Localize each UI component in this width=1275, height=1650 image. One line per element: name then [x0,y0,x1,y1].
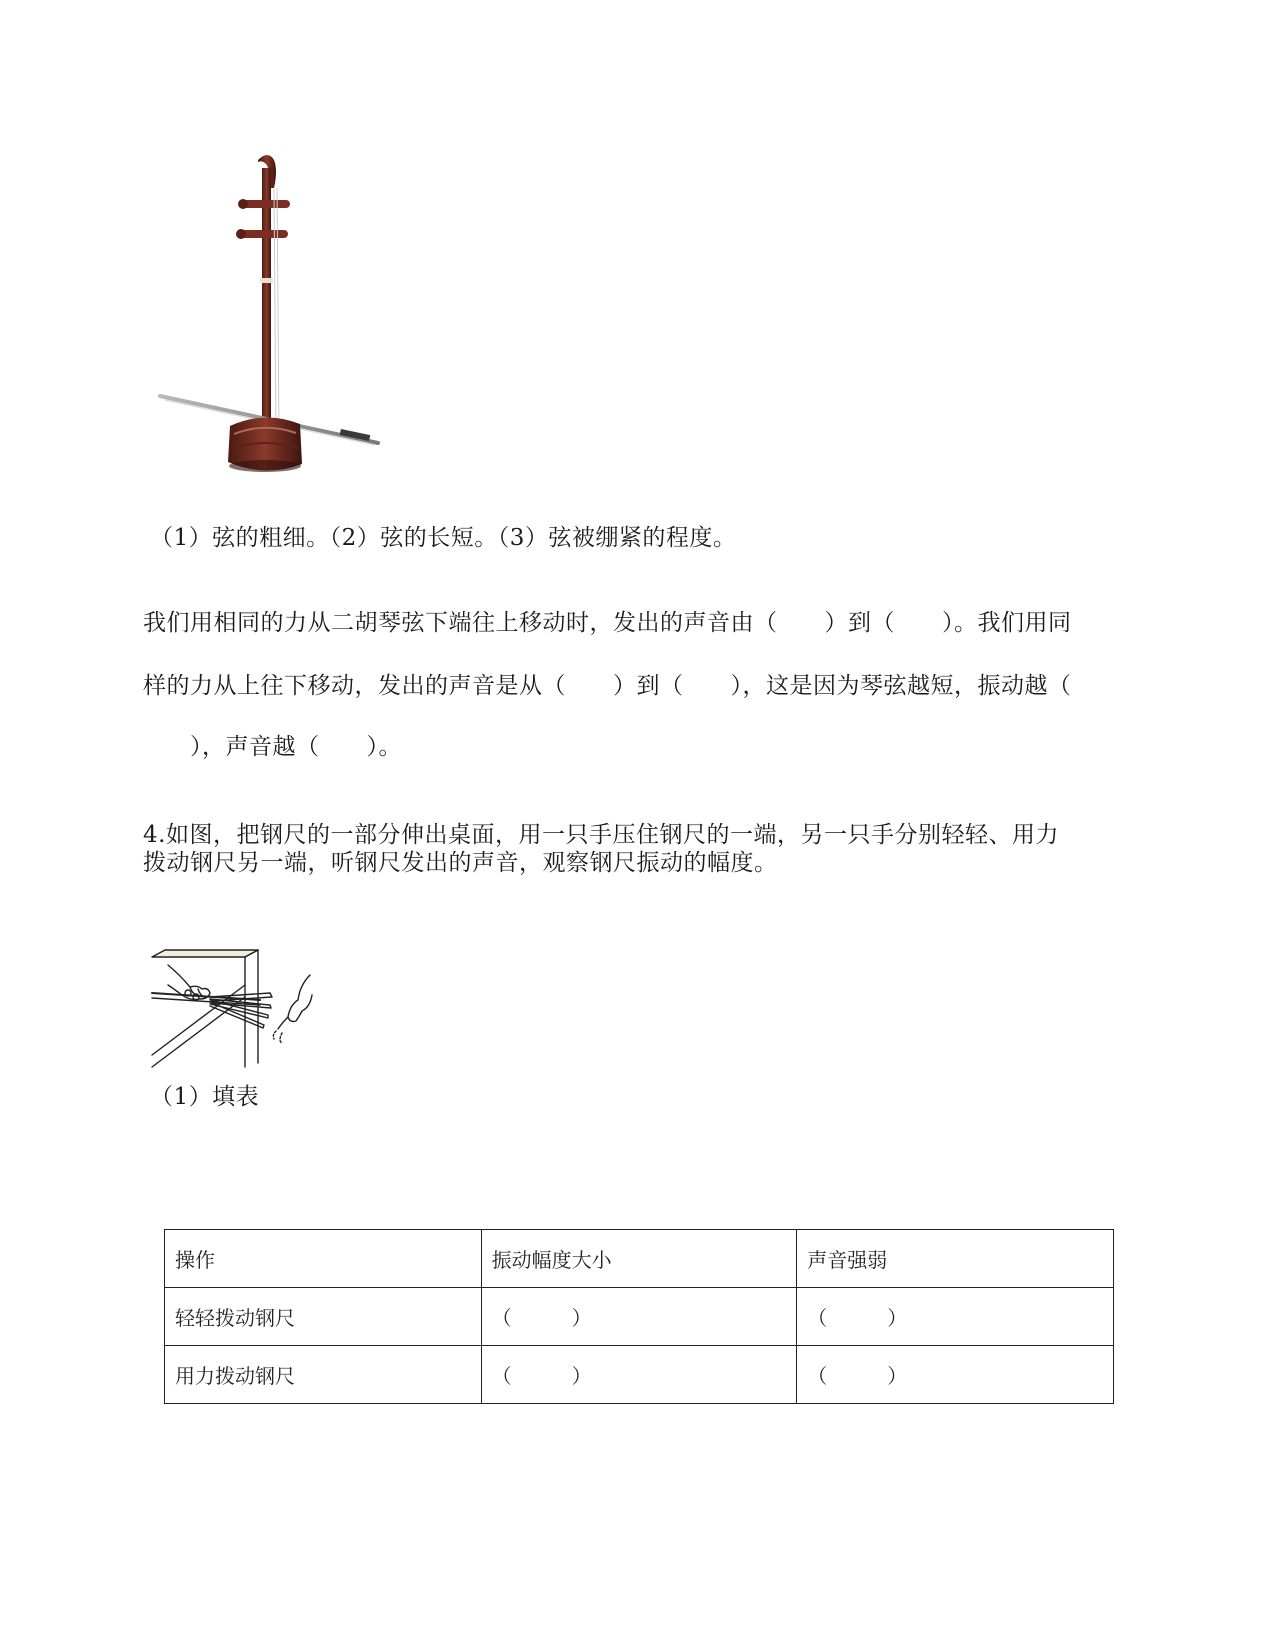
header-amplitude: 振动幅度大小 [481,1230,797,1288]
paragraph-line-2: 样的力从上往下移动，发出的声音是从（ ）到（ ），这是因为琴弦越短，振动越（ [143,673,1072,699]
answer-blank[interactable]: （ ） [797,1288,1114,1346]
header-operation: 操作 [165,1230,482,1288]
sub-question-1: （1）填表 [150,1084,260,1110]
ruler-experiment-image [150,945,320,1070]
row-operation: 用力拨动钢尺 [165,1346,482,1404]
answer-blank[interactable]: （ ） [797,1346,1114,1404]
header-sound-strength: 声音强弱 [797,1230,1114,1288]
factors-list: （1）弦的粗细。（2）弦的长短。（3）弦被绷紧的程度。 [150,525,737,551]
paragraph-line-3: ），声音越（ ）。 [143,734,402,760]
answer-blank[interactable]: （ ） [481,1288,797,1346]
question-4-line-1: 4.如图，把钢尺的一部分伸出桌面，用一只手压住钢尺的一端，另一只手分别轻轻、用力 [143,822,1059,848]
fill-in-table [164,1229,1114,1404]
table-header-row [165,1230,1114,1288]
table-row [165,1346,1114,1404]
paragraph-line-1: 我们用相同的力从二胡琴弦下端往上移动时，发出的声音由（ ）到（ ）。我们用同 [143,610,1072,636]
row-operation: 轻轻拨动钢尺 [165,1288,482,1346]
table-row [165,1288,1114,1346]
answer-blank[interactable]: （ ） [481,1346,797,1404]
question-4-line-2: 拨动钢尺另一端，听钢尺发出的声音，观察钢尺振动的幅度。 [143,850,778,876]
erhu-image [150,148,400,498]
